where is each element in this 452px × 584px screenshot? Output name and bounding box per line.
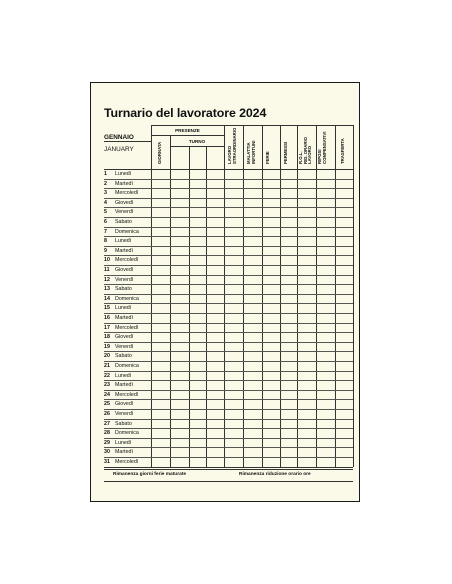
permessi-header: PERMESSI xyxy=(283,141,288,164)
table-row xyxy=(104,438,353,439)
day-number: 17 xyxy=(104,324,110,331)
day-number: 23 xyxy=(104,382,110,389)
day-name: Venerdì xyxy=(115,209,134,216)
day-name: Domenica xyxy=(115,295,139,302)
day-name: Domenica xyxy=(115,430,139,437)
grid-column-rule xyxy=(243,125,244,467)
table-row xyxy=(104,246,353,247)
day-number: 1 xyxy=(104,171,107,177)
grid-column-rule xyxy=(170,135,171,467)
day-number: 21 xyxy=(104,363,110,369)
day-number: 27 xyxy=(104,420,110,427)
day-number: 16 xyxy=(104,315,110,321)
table-row xyxy=(104,217,353,218)
grid-column-rule xyxy=(151,125,152,467)
table-row xyxy=(104,419,353,420)
day-number: 29 xyxy=(104,439,110,446)
grid-column-rule xyxy=(353,125,354,467)
table-row xyxy=(104,313,353,314)
table-row xyxy=(104,236,353,237)
malattia-infortuni-header: MALATTIA INFORTUNI xyxy=(246,140,256,164)
day-name: Sabato xyxy=(115,353,132,360)
rol-header: R.O.L. RID. ORARIO LAVORO xyxy=(298,137,313,164)
table-row xyxy=(104,428,353,429)
grid-column-rule xyxy=(280,125,281,467)
day-name: Lunedì xyxy=(115,171,132,177)
table-row xyxy=(104,227,353,228)
grid-column-rule xyxy=(335,125,336,467)
table-row xyxy=(104,399,353,400)
table-row xyxy=(104,275,353,276)
presenze-header: PRESENZE xyxy=(175,128,200,133)
table-row xyxy=(104,447,353,448)
day-number: 28 xyxy=(104,430,110,437)
day-name: Martedì xyxy=(115,449,133,456)
month-rule xyxy=(104,141,151,142)
table-row xyxy=(104,323,353,324)
day-number: 5 xyxy=(104,209,107,216)
day-name: Lunedì xyxy=(115,305,132,312)
day-name: Mercoledì xyxy=(115,190,139,197)
day-name: Venerdì xyxy=(115,411,134,417)
header-top-rule xyxy=(151,125,353,126)
table-row xyxy=(104,351,353,352)
table-row xyxy=(104,207,353,208)
table-row xyxy=(104,390,353,391)
day-name: Sabato xyxy=(115,286,132,293)
day-number: 19 xyxy=(104,343,110,350)
day-name: Sabato xyxy=(115,219,132,225)
day-name: Mercoledì xyxy=(115,324,139,331)
month-label: GENNAIO xyxy=(104,134,134,141)
turno-rule xyxy=(170,146,224,147)
table-row xyxy=(104,265,353,266)
header-bottom-rule xyxy=(104,169,353,170)
day-number: 3 xyxy=(104,190,107,197)
trasferta-header: TRASFERTA xyxy=(340,138,345,164)
table-row xyxy=(104,361,353,362)
day-name: Martedì xyxy=(115,247,133,254)
day-name: Giovedì xyxy=(115,267,134,273)
day-name: Venerdì xyxy=(115,276,134,283)
table-row xyxy=(104,255,353,256)
day-number: 31 xyxy=(104,459,110,465)
grid-column-rule xyxy=(224,125,225,467)
day-name: Giovedì xyxy=(115,401,134,408)
presenze-rule xyxy=(151,135,224,136)
day-name: Lunedì xyxy=(115,238,132,245)
day-number: 7 xyxy=(104,228,107,235)
table-row xyxy=(104,294,353,295)
day-number: 18 xyxy=(104,334,110,341)
table-row xyxy=(104,284,353,285)
table-row xyxy=(104,332,353,333)
day-name: Mercoledì xyxy=(115,459,139,465)
footer-top-rule xyxy=(104,469,353,470)
day-name: Lunedì xyxy=(115,439,132,446)
month-label-english: JANUARY xyxy=(104,146,134,153)
footer-bottom-rule xyxy=(104,481,353,482)
day-name: Martedì xyxy=(115,382,133,389)
day-number: 13 xyxy=(104,286,110,293)
day-name: Mercoledì xyxy=(115,257,139,264)
table-row xyxy=(104,409,353,410)
table-row xyxy=(104,380,353,381)
giornata-header: GIORNATA xyxy=(157,141,162,164)
table-row xyxy=(104,457,353,458)
table-bottom-rule xyxy=(104,467,353,468)
table-row xyxy=(104,188,353,189)
day-number: 20 xyxy=(104,353,110,360)
day-name: Martedì xyxy=(115,315,133,321)
day-number: 11 xyxy=(104,267,110,273)
day-number: 10 xyxy=(104,257,110,264)
day-number: 8 xyxy=(104,238,107,245)
table-row xyxy=(104,371,353,372)
day-number: 22 xyxy=(104,372,110,379)
grid-column-rule xyxy=(297,125,298,467)
table-row xyxy=(104,303,353,304)
day-name: Domenica xyxy=(115,363,139,369)
riposi-compensativi-header: RIPOSI COMPENSATIVI xyxy=(317,131,327,164)
day-number: 30 xyxy=(104,449,110,456)
day-number: 6 xyxy=(104,219,107,225)
day-number: 25 xyxy=(104,401,110,408)
day-name: Giovedì xyxy=(115,199,134,206)
day-name: Sabato xyxy=(115,420,132,427)
table-row xyxy=(104,342,353,343)
table-row xyxy=(104,198,353,199)
lavoro-straordinario-header: LAVORO STRAORDINARIO xyxy=(227,127,237,164)
day-number: 14 xyxy=(104,295,110,302)
footer-ferie-label: Rimanenza giorni ferie maturate xyxy=(113,472,187,477)
day-name: Giovedì xyxy=(115,334,134,341)
day-number: 15 xyxy=(104,305,110,312)
turno-header: TURNO xyxy=(188,139,206,144)
page-title: Turnario del lavoratore 2024 xyxy=(104,106,267,120)
day-name: Venerdì xyxy=(115,343,134,350)
day-name: Martedì xyxy=(115,180,133,187)
table-row xyxy=(104,179,353,180)
day-number: 2 xyxy=(104,180,107,187)
day-number: 26 xyxy=(104,411,110,417)
day-name: Mercoledì xyxy=(115,391,139,398)
day-name: Domenica xyxy=(115,228,139,235)
day-number: 4 xyxy=(104,199,107,206)
ferie-header: FERIE xyxy=(265,151,270,164)
day-number: 24 xyxy=(104,391,110,398)
footer-riduzione-label: Rimanenza riduzione orario ore xyxy=(239,472,311,477)
day-number: 12 xyxy=(104,276,110,283)
day-name: Lunedì xyxy=(115,372,132,379)
day-number: 9 xyxy=(104,247,107,254)
timesheet-card xyxy=(90,82,360,502)
grid-column-rule xyxy=(262,125,263,467)
grid-column-rule xyxy=(316,125,317,467)
